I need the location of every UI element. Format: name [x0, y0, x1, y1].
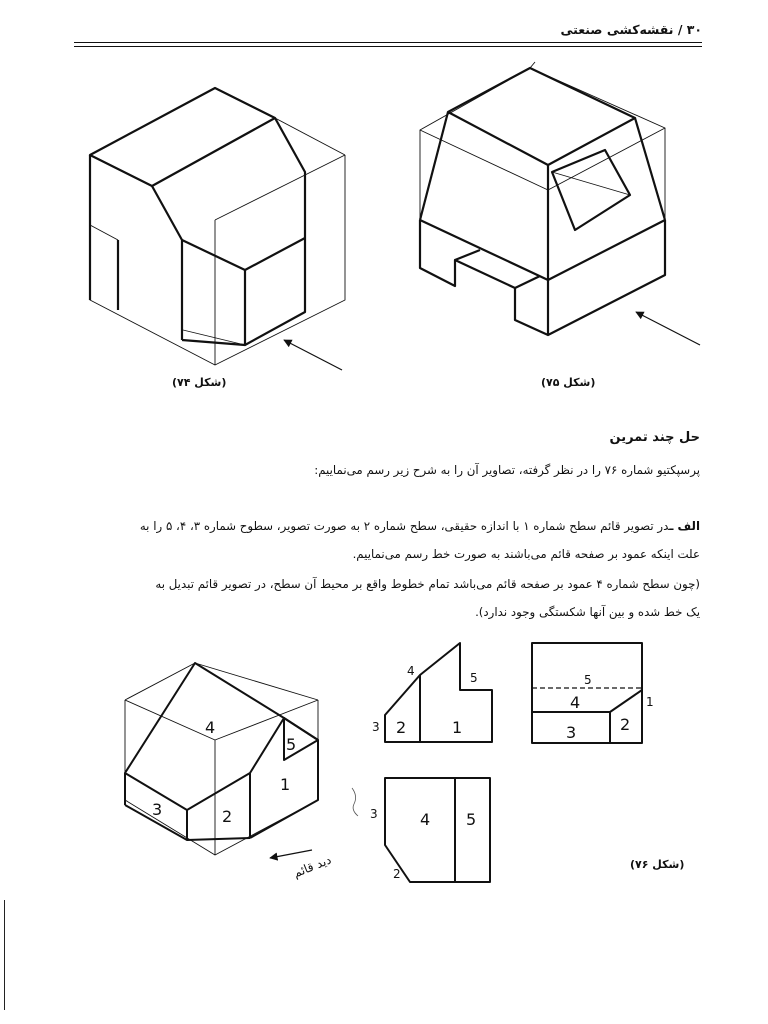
part-a-line-1 [60, 512, 700, 540]
view-direction-label: دید قائم [291, 852, 334, 881]
side-label-4: 4 [570, 693, 581, 712]
side-label-1: 1 [646, 695, 654, 709]
view-arrow-76 [270, 850, 312, 858]
pencil-mark [352, 788, 358, 816]
part-a-line-2: علت اینکه عمود بر صفحه قائم می‌باشند به صورت خط رسم می‌نماییم. [352, 547, 700, 561]
top-label-2: 2 [393, 867, 401, 881]
note-line-1: (چون سطح شماره ۴ عمود بر صفحه قائم می‌باشد تمام خطوط واقع بر محیط آن سطح، در تصویر قائم تبدیل به [155, 577, 700, 591]
figure-76-caption: (شکل ۷۶) [630, 858, 685, 871]
iso-label-2: 2 [222, 807, 233, 826]
side-label-2: 2 [620, 715, 631, 734]
view-arrow-74 [284, 340, 342, 370]
figure-76-top-view [385, 778, 490, 882]
view-arrow-75 [636, 312, 700, 345]
part-a-text: در تصویر قائم سطح شماره ۱ با اندازه حقیقی، سطح شماره ۲ به صورت تصویر، سطوح شماره ۳، ۴، ۵ را به [139, 519, 670, 533]
top-label-5: 5 [466, 810, 477, 829]
figure-76-isometric [125, 663, 318, 858]
page-header-title: ۳۰ / نقشه‌کشی صنعتی [560, 22, 702, 37]
iso-label-1: 1 [280, 775, 291, 794]
part-a-label: الف ـ [669, 519, 700, 533]
front-label-4: 4 [407, 664, 415, 678]
figure-74-caption: (شکل ۷۴) [172, 376, 227, 389]
front-label-1: 1 [452, 718, 463, 737]
intro-paragraph: پرسپکتیو شماره ۷۶ را در نظر گرفته، تصاویر آن را به شرح زیر رسم می‌نماییم: [314, 463, 700, 477]
front-label-3: 3 [372, 720, 380, 734]
note-line-2: یک خط شده و بین آنها شکستگی وجود ندارد). [475, 605, 700, 619]
figure-74-drawing [90, 88, 345, 370]
iso-label-5: 5 [286, 735, 297, 754]
iso-label-4: 4 [205, 718, 216, 737]
front-label-2: 2 [396, 718, 407, 737]
figure-75-caption: (شکل ۷۵) [541, 376, 596, 389]
figure-75-drawing [420, 62, 700, 345]
section-title: حل چند تمرین [609, 430, 700, 445]
iso-label-3: 3 [152, 800, 163, 819]
top-label-3: 3 [370, 807, 378, 821]
side-label-5: 5 [584, 673, 592, 687]
side-label-3: 3 [566, 723, 577, 742]
margin-scan-line [4, 900, 5, 1010]
front-label-5: 5 [470, 671, 478, 685]
top-label-4: 4 [420, 810, 431, 829]
